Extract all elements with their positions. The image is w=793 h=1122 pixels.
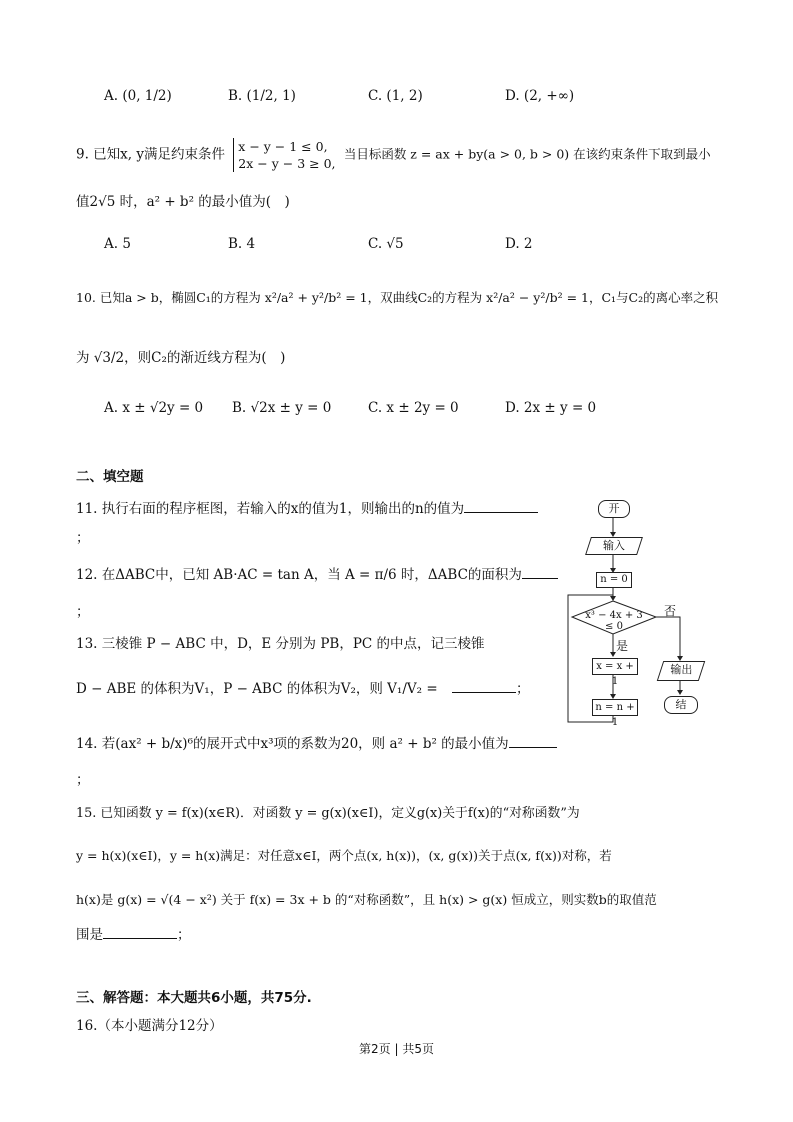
q11-line	[76, 498, 538, 519]
flowchart-start: 开	[598, 500, 630, 518]
q15-end: ；	[177, 927, 191, 943]
flowchart-input: 输入	[585, 537, 643, 555]
q13-answer-blank[interactable]	[452, 678, 516, 693]
flowchart-yes: 是	[616, 639, 629, 653]
q10-line2: 为 √3/2，则C₂的渐近线方程为( )	[76, 350, 286, 366]
q9-prefix: 9. 已知x, y满足约束条件	[76, 146, 225, 163]
q11-text: 11. 执行右面的程序框图，若输入的x的值为1，则输出的n的值为	[76, 501, 465, 517]
flowchart-condition: x³ − 4x + 3 ≤ 0	[585, 610, 643, 632]
flowchart	[560, 492, 710, 732]
arrow-condition-output	[656, 617, 680, 660]
flowchart-init: n = 0	[596, 572, 632, 588]
q9-constraint-system	[233, 138, 335, 172]
q13-end: ；	[515, 681, 530, 697]
q9-constraint-1: x − y − 1 ≤ 0,	[238, 139, 328, 154]
q9-line1	[76, 138, 711, 172]
q13-line2	[76, 678, 529, 699]
q14-text: 14. 若(ax² + b/x)⁶的展开式中x³项的系数为20，则 a² + b² 的最小值为	[76, 736, 509, 752]
q13-line1: 13. 三棱锥 P − ABC 中，D，E 分别为 PB，PC 的中点，记三棱锥	[76, 636, 485, 652]
section-3-title: 三、解答题：本大题共6小题，共75分.	[76, 990, 312, 1006]
q15-line3: h(x)是 g(x) = √(4 − x²) 关于 f(x) = 3x + b 的“对称函数”，且 h(x) > g(x) 恒成立，则实数b的取值范	[76, 892, 657, 907]
q14-end: ；	[76, 772, 90, 788]
flowchart-step-x: x = x + 1	[592, 658, 638, 675]
q11-answer-blank[interactable]	[464, 498, 538, 513]
q9-option-b: B. 4	[228, 236, 256, 252]
q10-option-a: A. x ± √2y = 0	[104, 400, 204, 416]
q12-end: ；	[76, 604, 90, 620]
q9-option-a: A. 5	[104, 236, 131, 252]
q9-option-c: C. √5	[368, 236, 404, 252]
q9-line2: 值2√5 时，a² + b² 的最小值为( )	[76, 194, 290, 210]
q9-suffix: 当目标函数 z = ax + by(a > 0, b > 0) 在该约束条件下取到最小	[343, 146, 711, 162]
q15-line2: y = h(x)(x∈I)，y = h(x)满足：对任意x∈I，两个点(x, h(x))，(x, g(x))关于点(x, f(x))对称，若	[76, 848, 612, 863]
q9-constraint-2: 2x − y − 3 ≥ 0,	[238, 156, 336, 171]
q8-option-b: B. (1/2, 1)	[228, 88, 296, 104]
section-2-title: 二、填空题	[76, 469, 144, 485]
flowchart-step-n: n = n + 1	[592, 699, 638, 716]
q14-line	[76, 733, 557, 754]
q10-line1: 10. 已知a > b，椭圆C₁的方程为 x²/a² + y²/b² = 1，双曲线C₂的方程为 x²/a² − y²/b² = 1，C₁与C₂的离心率之积	[76, 290, 719, 305]
q8-option-a: A. (0, 1/2)	[104, 88, 172, 104]
q12-line	[76, 564, 558, 585]
q10-option-d: D. 2x ± y = 0	[505, 400, 597, 416]
q11-end: ；	[76, 530, 90, 546]
q10-option-c: C. x ± 2y = 0	[368, 400, 459, 416]
q15-line4-prefix: 围是	[76, 927, 103, 943]
q12-answer-blank[interactable]	[522, 564, 558, 579]
q16-header: 16.（本小题满分12分）	[76, 1018, 223, 1034]
q15-line4	[76, 924, 191, 945]
flowchart-end: 结	[664, 696, 698, 714]
q12-text: 12. 在ΔABC中，已知 AB·AC = tan A，当 A = π/6 时，ΔABC的面积为	[76, 567, 522, 583]
q9-option-d: D. 2	[505, 236, 533, 252]
q8-option-c: C. (1, 2)	[368, 88, 423, 104]
q15-answer-blank[interactable]	[103, 924, 177, 939]
flowchart-no: 否	[664, 604, 677, 618]
q10-option-b: B. √2x ± y = 0	[232, 400, 332, 416]
page-footer: 第2页 | 共5页	[359, 1042, 434, 1056]
q8-option-d: D. (2, +∞)	[505, 88, 575, 104]
flowchart-output: 输出	[657, 661, 705, 681]
q14-answer-blank[interactable]	[509, 733, 557, 748]
q15-line1: 15. 已知函数 y = f(x)(x∈R)．对函数 y = g(x)(x∈I)，定义g(x)关于f(x)的“对称函数”为	[76, 806, 580, 821]
q13-text: D − ABE 的体积为V₁，P − ABC 的体积为V₂，则 V₁/V₂ =	[76, 681, 438, 697]
